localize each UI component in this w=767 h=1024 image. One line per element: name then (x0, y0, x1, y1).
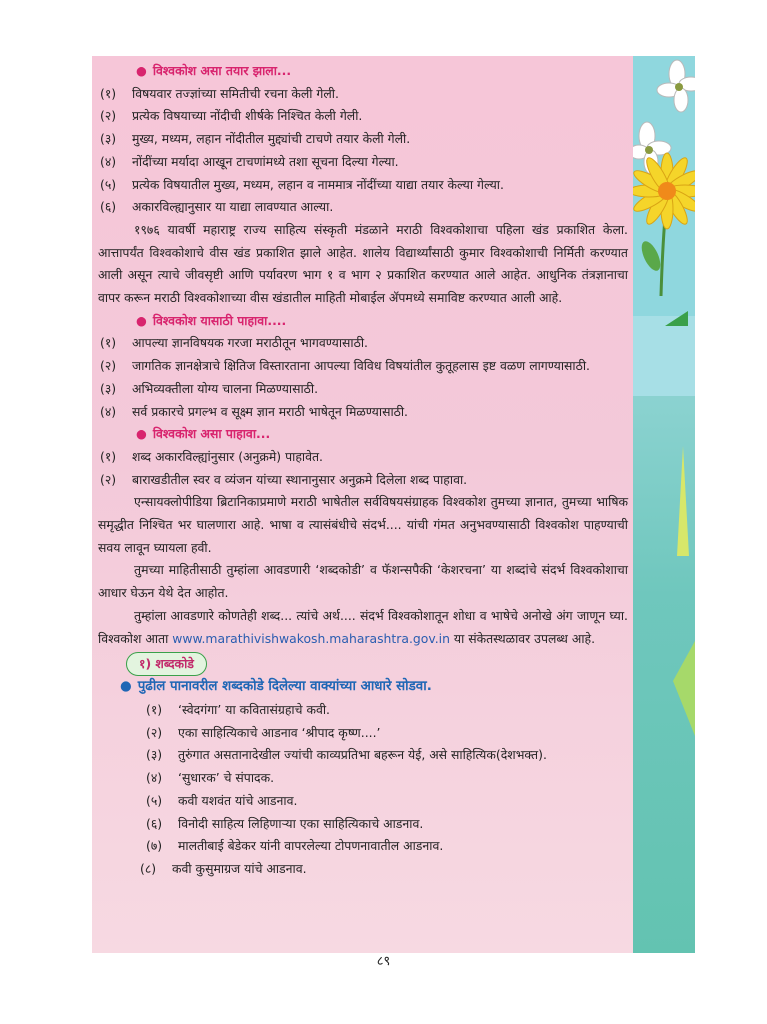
clue-item: (५) कवी यशवंत यांचे आडनाव. (146, 792, 298, 808)
list-item: (५) प्रत्येक विषयातील मुख्य, मध्यम, लहान व नाममात्र नोंदींच्या याद्या तयार केल्या गेल्या. (100, 176, 504, 192)
puzzle-instruction: ● पुढील पानावरील शब्दकोडे दिलेल्या वाक्यांच्या आधारे सोडवा. (120, 679, 432, 695)
decorative-sidebar (633, 56, 695, 953)
list-item: (४) सर्व प्रकारचे प्रगल्भ व सूक्ष्म ज्ञान मराठी भाषेतून मिळण्यासाठी. (100, 403, 408, 419)
clue-item: (७) मालतीबाई बेडेकर यांनी वापरलेल्या टोपणनावातील आडनाव. (146, 838, 444, 854)
page-content (98, 60, 628, 881)
bullet-icon: ● (136, 312, 147, 328)
list-item: (२) बाराखडीतील स्वर व व्यंजन यांच्या स्थानानुसार अनुक्रमे दिलेला शब्द पाहावा. (100, 471, 468, 487)
list-item: (१) आपल्या ज्ञानविषयक गरजा मराठीतून भागवण्यासाठी. (100, 335, 368, 351)
list-item: (४) नोंदींच्या मर्यादा आखून टाचणांमध्ये तशा सूचना दिल्या गेल्या. (100, 153, 399, 169)
clue-item: (८) कवी कुसुमाग्रज यांचे आडनाव. (140, 860, 307, 876)
clue-item: (२) एका साहित्यिकाचे आडनाव ‘श्रीपाद कृष्ण....’ (146, 724, 381, 740)
list-item: (६) अकारविल्ह्यानुसार या याद्या लावण्यात आल्या. (100, 199, 334, 215)
paragraph-website: तुम्हांला आवडणारे कोणतेही शब्द... त्यांचे अर्थ.... संदर्भ विश्वकोशातून शोधा व भाषेचे अनोखे अंग जाणून घ्या. विश्वकोश आता www.marathivishwakosh.maharashtra.gov.in या संकेतस्थळावर उपलब्ध आहे. (98, 607, 628, 646)
page-number: ८९ (376, 954, 391, 969)
section-heading-why-use: ● विश्वकोश यासाठी पाहावा.... (136, 312, 287, 328)
list-item: (१) विषयवार तज्ज्ञांच्या समितीची रचना केली गेली. (100, 85, 339, 101)
section-heading-how-to-read: ● विश्वकोश असा पाहावा... (136, 426, 271, 442)
clue-item: (१) ‘स्वेदगंगा’ या कवितासंग्रहाचे कवी. (146, 701, 330, 717)
website-link[interactable]: www.marathivishwakosh.maharashtra.gov.in (172, 630, 450, 646)
clue-item: (६) विनोदी साहित्य लिहिणाऱ्या एका साहित्यिकाचे आडनाव. (146, 815, 424, 831)
section-heading-how-made: ● विश्वकोश असा तयार झाला... (136, 63, 292, 78)
list-item: (२) जागतिक ज्ञानक्षेत्राचे क्षितिज विस्तारताना आपल्या विविध विषयांतील कुतूहलास इष्ट वळण लागण्यासाठी. (100, 358, 590, 374)
paragraph-britannica: एन्सायक्लोपीडिया ब्रिटानिकाप्रमाणे मराठी भाषेतील सर्वविषयसंग्राहक विश्वकोश तुमच्या ज्ञानात, तुमच्या भाषिक समृद्धीत निश्चित भर घालणारा आहे. भाषा व त्यासंबंधीचे संदर्भ.... यांची गंमत अनुभवण्यासाठी विश्वकोश पाहण्याची सवय लावून घ्यायला हवी. (98, 494, 628, 555)
clue-item: (४) ‘सुधारक’ चे संपादक. (146, 770, 275, 786)
paragraph-history: १९७६ यावर्षी महाराष्ट्र राज्य साहित्य संस्कृती मंडळाने मराठी विश्वकोशाचा पहिला खंड प्रकाशित केला. आत्तापर्यंत विश्वकोशाचे वीस खंड प्रकाशित झाले आहेत. शालेय विद्यार्थ्यांसाठी कुमार विश्वकोशाची निर्मिती करण्यात आली असून त्याचे जीवसृष्टी आणि पर्यावरण भाग १ व भाग २ प्रकाशित करण्यात आले आहेत. आधुनिक तंत्रज्ञानाचा वापर करून मराठी विश्वकोशाच्या वीस खंडातील माहिती मोबाईल ॲपमध्ये समाविष्ट करण्यात आली आहे. (98, 221, 628, 306)
list-item: (३) अभिव्यक्तीला योग्य चालना मिळण्यासाठी. (100, 380, 319, 396)
list-item: (३) मुख्य, मध्यम, लहान नोंदीतील मुद्द्यांची टाचणे तयार केली गेली. (100, 131, 411, 147)
bullet-icon: ● (136, 426, 147, 442)
list-item: (१) शब्द अकारविल्ह्यांनुसार (अनुक्रमे) पाहावेत. (100, 448, 323, 464)
clue-item: (३) तुरुंगात असतानादेखील ज्यांची काव्यप्रतिभा बहरून येई, असे साहित्यिक(देशभक्त). (146, 747, 547, 763)
bullet-icon: ● (136, 63, 147, 78)
paragraph-references: तुमच्या माहितीसाठी तुम्हांला आवडणारी ‘शब्दकोडी’ व फॅशन्सपैकी ‘केशरचना’ या शब्दांचे संदर्भ विश्वकोशाचा आधार घेऊन येथे देत आहोत. (98, 562, 628, 601)
bullet-icon: ● (120, 679, 132, 695)
flower-illustration-icon (633, 56, 695, 953)
puzzle-tag: १) शब्दकोडे (126, 652, 207, 676)
list-item: (२) प्रत्येक विषयाच्या नोंदीची शीर्षके निश्चित केली गेली. (100, 108, 363, 124)
